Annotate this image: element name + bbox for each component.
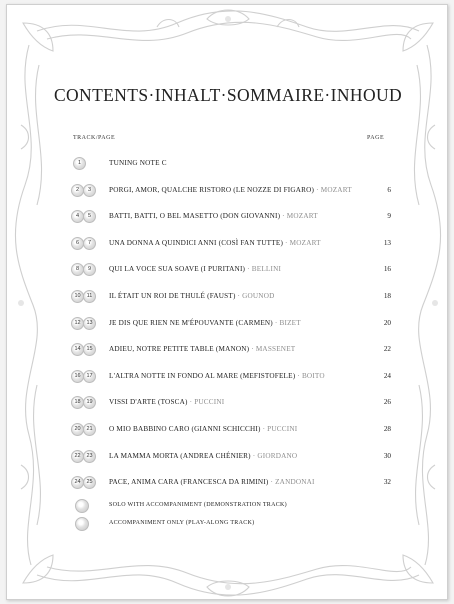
track-entry	[109, 265, 369, 273]
page-header: PAGE	[367, 135, 385, 141]
aria-title: UNA DONNA A QUINDICI ANNI	[109, 238, 217, 247]
track-numbers	[71, 184, 105, 198]
aria-title: LA MAMMA MORTA	[109, 451, 179, 460]
cd-track-number-icon: 11	[83, 290, 96, 303]
cd-track-number-icon: 13	[83, 317, 96, 330]
aria-title: L'ALTRA NOTTE IN FONDO AL MARE	[109, 371, 239, 380]
opera-name: (GIANNI SCHICCHI)	[191, 424, 261, 433]
track-numbers	[71, 476, 105, 490]
composer-name: MOZART	[320, 185, 352, 194]
composer-name: BIZET	[279, 318, 301, 327]
track-numbers	[71, 290, 105, 304]
separator: ·	[260, 424, 268, 433]
track-numbers	[71, 317, 105, 331]
composer-name: BELLINI	[251, 265, 282, 274]
cd-disc-icon	[75, 517, 89, 531]
cd-track-number-icon: 7	[83, 237, 96, 250]
legend-label: SOLO WITH ACCOMPANIMENT (DEMONSTRATION TRACK)	[109, 502, 287, 508]
cd-track-number-icon: 18	[71, 396, 84, 409]
composer-name: MASSENET	[255, 345, 296, 354]
page-number: 20	[383, 318, 391, 327]
page-number: 22	[383, 345, 391, 354]
cd-track-number-icon: 24	[71, 476, 84, 489]
cd-track-number-icon: 8	[71, 263, 84, 276]
cd-track-number-icon: 5	[83, 210, 96, 223]
opera-name: (COSÌ FAN TUTTE)	[218, 238, 284, 247]
opera-name: (LE NOZZE DI FIGARO)	[233, 185, 315, 194]
opera-name: (TOSCA)	[158, 398, 188, 407]
opera-name: (I PURITANI)	[200, 265, 246, 274]
cd-track-number-icon: 10	[71, 290, 84, 303]
track-entry	[109, 478, 369, 486]
separator: ·	[235, 291, 243, 300]
cd-track-number-icon: 25	[83, 476, 96, 489]
track-row	[71, 237, 391, 264]
composer-name: PUCCINI	[194, 398, 225, 407]
track-row	[71, 396, 391, 423]
cd-track-number-icon: 22	[71, 450, 84, 463]
opera-name: (DON GIOVANNI)	[220, 212, 281, 221]
track-row	[71, 343, 391, 370]
separator: ·	[245, 265, 252, 274]
separator: ·	[250, 451, 258, 460]
cd-track-number-icon: 17	[83, 370, 96, 383]
opera-name: (CARMEN)	[235, 318, 273, 327]
page-number: 6	[387, 185, 391, 194]
track-row	[71, 263, 391, 290]
cd-track-number-icon: 21	[83, 423, 96, 436]
page-number: 32	[383, 478, 391, 487]
track-numbers	[71, 263, 105, 277]
track-numbers	[71, 423, 105, 437]
legend-item-solo	[71, 499, 371, 517]
contents-page	[6, 4, 448, 600]
track-numbers	[71, 450, 105, 464]
legend	[71, 499, 371, 535]
separator: ·	[295, 371, 302, 380]
track-entry	[109, 425, 369, 433]
track-numbers	[71, 343, 105, 357]
track-entry	[109, 239, 369, 247]
track-entry	[109, 319, 369, 327]
composer-name: MOZART	[286, 212, 318, 221]
page-number: 16	[383, 265, 391, 274]
track-numbers	[71, 210, 105, 224]
cd-track-number-icon: 14	[71, 343, 84, 356]
track-entry	[109, 372, 369, 380]
aria-title: PORGI, AMOR, QUALCHE RISTORO	[109, 185, 232, 194]
cd-track-number-icon: 12	[71, 317, 84, 330]
page-title: CONTENTS·INHALT·SOMMAIRE·INHOUD	[53, 85, 403, 105]
cd-track-number-icon: 6	[71, 237, 84, 250]
track-row	[71, 290, 391, 317]
separator: ·	[280, 212, 287, 221]
cd-track-number-icon: 16	[71, 370, 84, 383]
aria-title: IL ÉTAIT UN ROI DE THULÉ	[109, 291, 206, 300]
opera-name: (ANDREA CHÉNIER)	[180, 451, 251, 460]
cd-track-number-icon: 23	[83, 450, 96, 463]
separator: ·	[283, 238, 290, 247]
track-numbers	[71, 396, 105, 410]
aria-title: VISSI D'ARTE	[109, 398, 156, 407]
track-row	[71, 317, 391, 344]
track-entry	[109, 159, 369, 167]
aria-title: JE DIS QUE RIEN NE M'ÉPOUVANTE	[109, 318, 234, 327]
composer-name: GIORDANO	[257, 451, 298, 460]
track-list	[71, 157, 391, 503]
track-row	[71, 370, 391, 397]
page-number: 24	[383, 371, 391, 380]
track-entry	[109, 452, 369, 460]
track-entry	[109, 398, 369, 406]
page-number: 18	[383, 291, 391, 300]
aria-title: QUI LA VOCE SUA SOAVE	[109, 265, 199, 274]
track-entry	[109, 345, 369, 353]
cd-track-number-icon: 15	[83, 343, 96, 356]
page-number: 28	[383, 424, 391, 433]
cd-disc-icon	[75, 499, 89, 513]
track-entry	[109, 292, 369, 300]
composer-name: PUCCINI	[267, 424, 298, 433]
opera-name: (FAUST)	[207, 291, 236, 300]
aria-title: PACE, ANIMA CARA	[109, 478, 179, 487]
cd-track-number-icon: 1	[73, 157, 86, 170]
track-row	[71, 423, 391, 450]
track-row	[71, 210, 391, 237]
cd-track-number-icon: 20	[71, 423, 84, 436]
track-page-header: TRACK/PAGE	[73, 135, 116, 141]
track-row	[71, 450, 391, 477]
page-number: 26	[383, 398, 391, 407]
track-numbers	[71, 157, 105, 171]
separator: ·	[249, 345, 256, 354]
page-number: 30	[383, 451, 391, 460]
cd-track-number-icon: 9	[83, 263, 96, 276]
cd-track-number-icon: 2	[71, 184, 84, 197]
separator: ·	[272, 318, 280, 327]
track-entry	[109, 186, 369, 194]
page-number: 13	[383, 238, 391, 247]
separator: ·	[268, 478, 276, 487]
track-numbers	[71, 237, 105, 251]
composer-name: GOUNOD	[242, 291, 275, 300]
composer-name: BOITO	[301, 371, 325, 380]
track-row	[71, 184, 391, 211]
composer-name: ZANDONAI	[275, 478, 315, 487]
aria-title: O MIO BABBINO CARO	[109, 424, 190, 433]
cd-track-number-icon: 3	[83, 184, 96, 197]
opera-name: (FRANCESCA DA RIMINI)	[180, 478, 269, 487]
composer-name: MOZART	[289, 238, 321, 247]
page-number: 9	[387, 212, 391, 221]
cd-track-number-icon: 4	[71, 210, 84, 223]
track-row	[71, 157, 391, 184]
cd-track-number-icon: 19	[83, 396, 96, 409]
opera-name: (MEFISTOFELE)	[240, 371, 296, 380]
legend-label: ACCOMPANIMENT ONLY (PLAY-ALONG TRACK)	[109, 520, 255, 526]
aria-title: ADIEU, NOTRE PETITE TABLE	[109, 345, 214, 354]
separator: ·	[314, 185, 321, 194]
separator: ·	[187, 398, 195, 407]
track-numbers	[71, 370, 105, 384]
opera-name: (MANON)	[215, 345, 250, 354]
legend-item-accompaniment	[71, 517, 371, 535]
aria-title: TUNING NOTE C	[109, 159, 167, 167]
track-entry	[109, 212, 369, 220]
aria-title: BATTI, BATTI, O BEL MASETTO	[109, 212, 219, 221]
